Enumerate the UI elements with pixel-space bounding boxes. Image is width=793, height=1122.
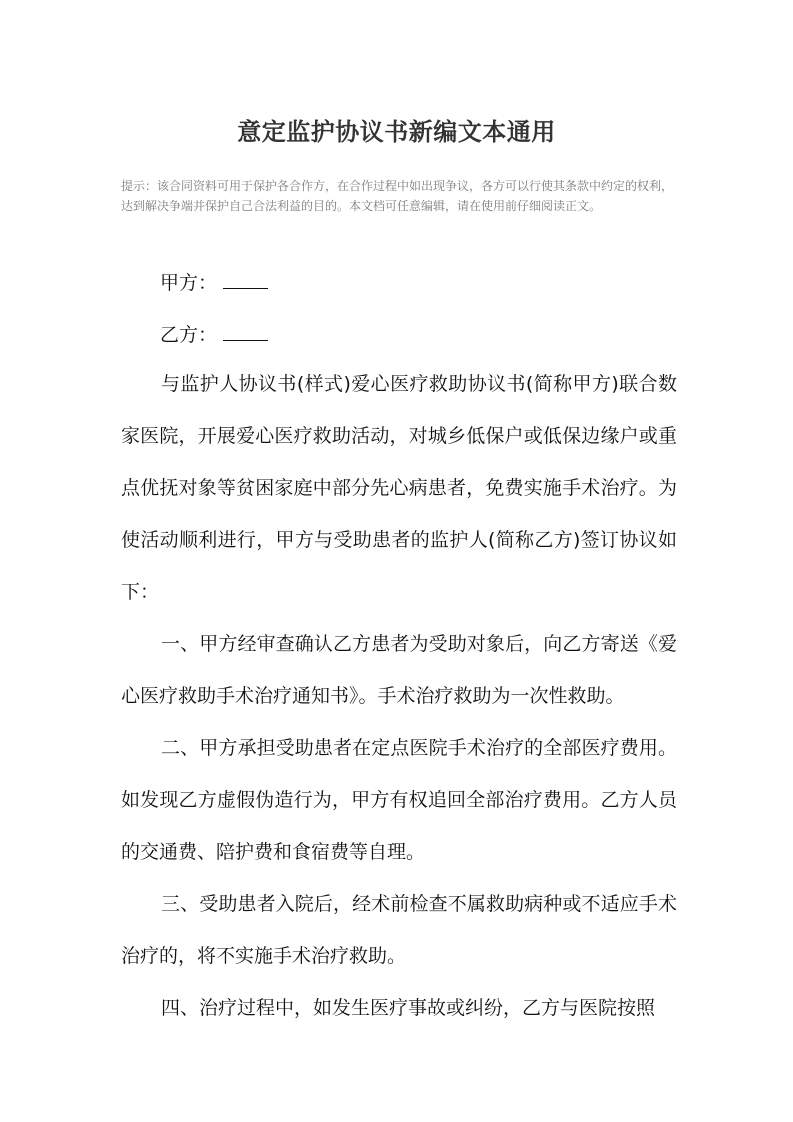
- party-b-label: 乙方：: [160, 324, 218, 346]
- paragraph-intro: 与监护人协议书(样式)爱心医疗救助协议书(简称甲方)联合数家医院，开展爱心医疗救助活动，对城乡低保户或低保边缘户或重点优抚对象等贫困家庭中部分先心病患者，免费实施手术治疗。为使活动顺利进行，甲方与受助患者的监护人(简称乙方)签订协议如下：: [121, 373, 677, 603]
- party-a-field: [160, 268, 268, 295]
- paragraph-clause-1: 一、甲方经审查确认乙方患者为受助对象后，向乙方寄送《爱心医疗救助手术治疗通知书》。手术治疗救助为一次性救助。: [121, 633, 677, 707]
- party-b-blank: [223, 322, 268, 341]
- document-title: 意定监护协议书新编文本通用: [237, 118, 556, 146]
- party-a-blank: [223, 270, 268, 289]
- paragraph-clause-2: 二、甲方承担受助患者在定点医院手术治疗的全部医疗费用。如发现乙方虚假伪造行为，甲方有权追回全部治疗费用。乙方人员的交通费、陪护费和食宿费等自理。: [121, 737, 677, 863]
- party-b-field: [160, 320, 268, 347]
- notice-text: 提示：该合同资料可用于保护各合作方，在合作过程中如出现争议，各方可以行使其条款中约定的权利，达到解决争端并保护自己合法利益的目的。本文档可任意编辑，请在使用前仔细阅读正文。: [121, 179, 674, 213]
- party-a-label: 甲方：: [160, 272, 218, 294]
- paragraph-clause-4: 四、治疗过程中，如发生医疗事故或纠纷，乙方与医院按照: [161, 997, 656, 1019]
- paragraph-clause-3: 三、受助患者入院后，经术前检查不属救助病种或不适应手术治疗的，将不实施手术治疗救助。: [121, 893, 677, 967]
